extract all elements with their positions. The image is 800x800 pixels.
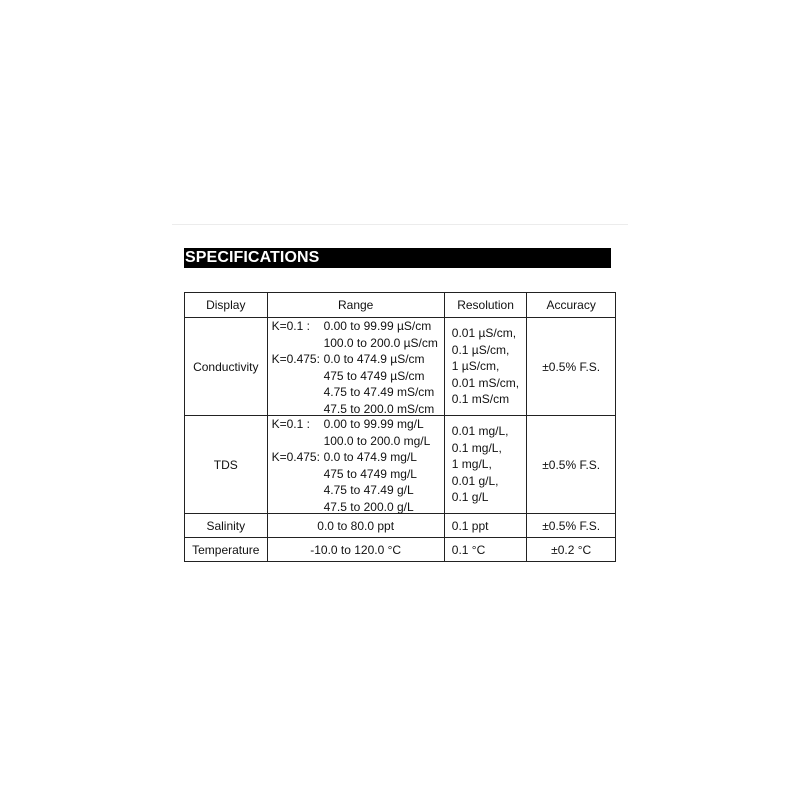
table-row-conductivity xyxy=(185,318,616,416)
range-line: K=0.475: 0.0 to 474.9 µS/cm xyxy=(271,352,425,366)
resolution-line: 1 µS/cm, xyxy=(451,359,500,374)
resolution-cell: 0.1 °C xyxy=(444,538,527,562)
resolution-line: 0.1 µS/cm, xyxy=(451,342,510,357)
table-row-salinity xyxy=(185,514,616,538)
range-cell xyxy=(267,416,444,514)
table-row-tds xyxy=(185,416,616,514)
resolution-line: 0.1 mg/L, xyxy=(451,440,502,455)
table-row-temperature xyxy=(185,538,616,562)
page-divider xyxy=(172,224,628,225)
range-line: 4.75 to 47.49 mS/cm xyxy=(323,385,435,399)
range-line: 100.0 to 200.0 mg/L xyxy=(323,433,431,448)
specifications-table xyxy=(184,292,616,562)
range-line: 100.0 to 200.0 µS/cm xyxy=(323,335,438,350)
header-display: Display xyxy=(185,293,268,318)
range-line: 47.5 to 200.0 g/L xyxy=(323,499,414,514)
resolution-line: 0.01 µS/cm, xyxy=(451,326,517,341)
resolution-line: 0.01 mg/L, xyxy=(451,424,509,439)
range-line: K=0.475: 0.0 to 474.9 mg/L xyxy=(271,450,417,464)
accuracy-cell: ±0.2 °C xyxy=(527,538,616,562)
range-line: K=0.1 : 0.00 to 99.99 µS/cm xyxy=(271,319,432,333)
range-line: 475 to 4749 µS/cm xyxy=(323,368,425,383)
resolution-cell xyxy=(444,318,527,416)
display-cell: Conductivity xyxy=(185,318,268,416)
resolution-line: 1 mg/L, xyxy=(451,457,492,472)
accuracy-cell: ±0.5% F.S. xyxy=(527,416,616,514)
header-range: Range xyxy=(267,293,444,318)
resolution-cell xyxy=(444,416,527,514)
range-cell: -10.0 to 120.0 °C xyxy=(267,538,444,562)
range-cell xyxy=(267,318,444,416)
accuracy-cell: ±0.5% F.S. xyxy=(527,318,616,416)
range-line: K=0.1 : 0.00 to 99.99 mg/L xyxy=(271,417,424,431)
header-accuracy: Accuracy xyxy=(527,293,616,318)
table-header-row xyxy=(185,293,616,318)
range-line: 47.5 to 200.0 mS/cm xyxy=(323,401,435,416)
accuracy-cell: ±0.5% F.S. xyxy=(527,514,616,538)
resolution-line: 0.01 g/L, xyxy=(451,473,499,488)
display-cell: TDS xyxy=(185,416,268,514)
header-resolution: Resolution xyxy=(444,293,527,318)
display-cell: Salinity xyxy=(185,514,268,538)
section-title: SPECIFICATIONS xyxy=(184,248,611,268)
range-line: 4.75 to 47.49 g/L xyxy=(323,483,414,497)
display-cell: Temperature xyxy=(185,538,268,562)
resolution-line: 0.1 mS/cm xyxy=(451,392,510,407)
range-cell: 0.0 to 80.0 ppt xyxy=(267,514,444,538)
resolution-cell: 0.1 ppt xyxy=(444,514,527,538)
range-line: 475 to 4749 mg/L xyxy=(323,466,417,481)
resolution-line: 0.1 g/L xyxy=(451,490,489,505)
resolution-line: 0.01 mS/cm, xyxy=(451,375,520,390)
